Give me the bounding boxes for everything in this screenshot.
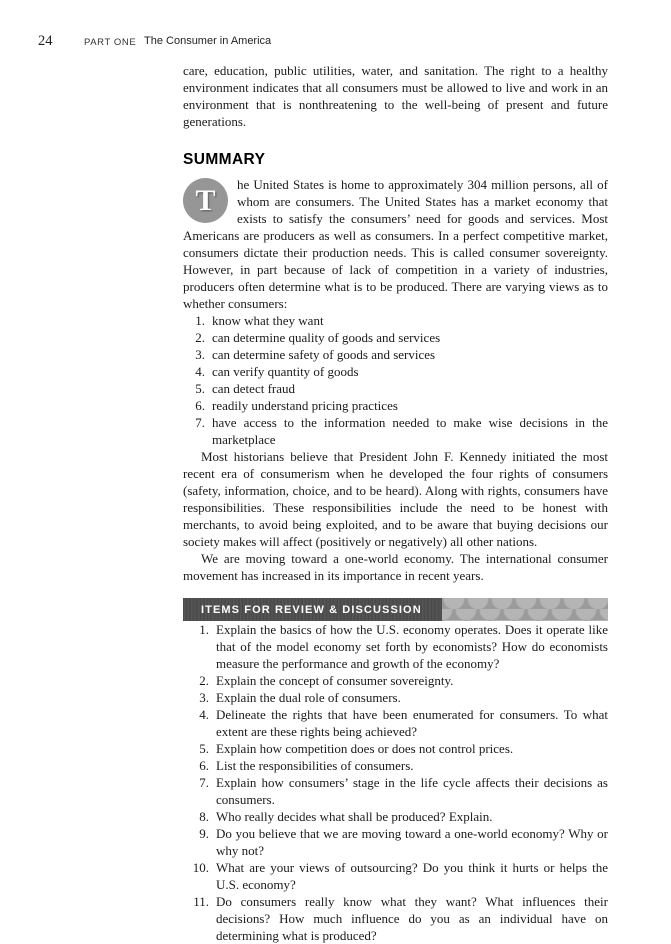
question-item [183,859,608,893]
intro-paragraph: care, education, public utilities, water, and sanitation. The right to a healthy environment indicates that all consumers must be allowed to live and work in an environment that is nonthreatening to the well-being of present and future generations. [183,63,608,129]
question-item [183,672,608,689]
question-text: What are your views of outsourcing? Do you think it hurts or helps the U.S. economy? [216,860,608,892]
item-number: 7. [195,415,205,430]
summary-opening-paragraph [183,176,608,312]
question-item [183,825,608,859]
summary-opening-text: he United States is home to approximately 304 million persons, all of whom are consumers. The United States has a market economy that exists to satisfy the consumers’ need for goods and services. Most Americans are producers as well as consumers. In a perfect competitive market, consumers dictate their production needs. This is called consumer sovereignty. However, in part because of lack of competition in a variety of industries, producers often determine what is to be produced. There are varying views as to whether consumers: [183,177,608,311]
question-item [183,689,608,706]
item-number: 5. [195,381,205,396]
question-item [183,621,608,672]
summary-heading: SUMMARY [183,151,266,168]
question-text: Delineate the rights that have been enumerated for consumers. To what extent are these rights being achieved? [216,707,608,739]
review-banner-label: ITEMS FOR REVIEW & DISCUSSION [201,603,422,616]
list-item [183,346,608,363]
item-text: can determine quality of goods and services [212,330,441,345]
question-number: 3. [199,690,209,705]
item-text: readily understand pricing practices [212,398,398,413]
page-number: 24 [38,33,53,49]
question-item [183,757,608,774]
question-number: 10. [192,860,209,875]
question-number: 5. [199,741,209,756]
consumer-views-list [183,312,608,448]
question-text: Explain the basics of how the U.S. economy operates. Does it operate like that of the model economy set forth by economists? How do economists measure the performance and growth of the economy? [216,622,608,671]
question-item [183,893,608,944]
question-text: Explain how competition does or does not control prices. [216,741,514,756]
review-banner-scale-pattern [442,598,608,621]
question-item [183,706,608,740]
list-item [183,414,608,448]
rights-paragraph: Most historians believe that President John F. Kennedy initiated the most recent era of consumerism when he developed the four rights of consumers (safety, information, choice, and to be heard). Along with rights, consumers have responsibilities. These responsibilities include the need to be honest with merchants, to avoid being exploited, and to be aware that buying decisions our society makes will affect (positively or negatively) all other nations. [183,449,608,549]
item-number: 1. [195,313,205,328]
dropcap-circle [183,178,228,223]
item-text: can verify quantity of goods [212,364,359,379]
question-number: 6. [199,758,209,773]
item-text: can determine safety of goods and services [212,347,436,362]
question-item [183,808,608,825]
question-item [183,740,608,757]
review-banner-title-area [183,598,442,621]
question-number: 1. [199,622,209,637]
part-label: PART ONE [84,37,137,48]
item-number: 2. [195,330,205,345]
review-banner [183,598,608,621]
list-item [183,329,608,346]
item-number: 3. [195,347,205,362]
part-title: The Consumer in America [144,35,272,47]
list-item [183,397,608,414]
item-text: have access to the information needed to make wise decisions in the marketplace [212,415,608,447]
question-text: Do you believe that we are moving toward a one-world economy? Why or why not? [216,826,608,858]
question-text: Explain the dual role of consumers. [216,690,401,705]
question-number: 8. [199,809,209,824]
item-number: 6. [195,398,205,413]
question-item [183,774,608,808]
item-text: can detect fraud [212,381,296,396]
list-item [183,363,608,380]
question-text: Who really decides what shall be produced? Explain. [216,809,493,824]
list-item [183,312,608,329]
question-text: List the responsibilities of consumers. [216,758,414,773]
dropcap-letter: T [195,183,216,217]
question-text: Explain how consumers’ stage in the life cycle affects their decisions as consumers. [216,775,608,807]
oneworld-paragraph: We are moving toward a one-world economy. The international consumer movement has increased in its importance in recent years. [183,551,608,583]
list-item [183,380,608,397]
item-text: know what they want [212,313,324,328]
question-number: 7. [199,775,209,790]
question-number: 2. [199,673,209,688]
text-column [183,62,608,944]
question-text: Explain the concept of consumer sovereignty. [216,673,454,688]
question-text: Do consumers really know what they want? What influences their decisions? How much influence do you as an individual have on determining what is produced? [216,894,608,943]
question-number: 9. [199,826,209,841]
question-number: 4. [199,707,209,722]
question-number: 11. [193,894,209,909]
item-number: 4. [195,364,205,379]
